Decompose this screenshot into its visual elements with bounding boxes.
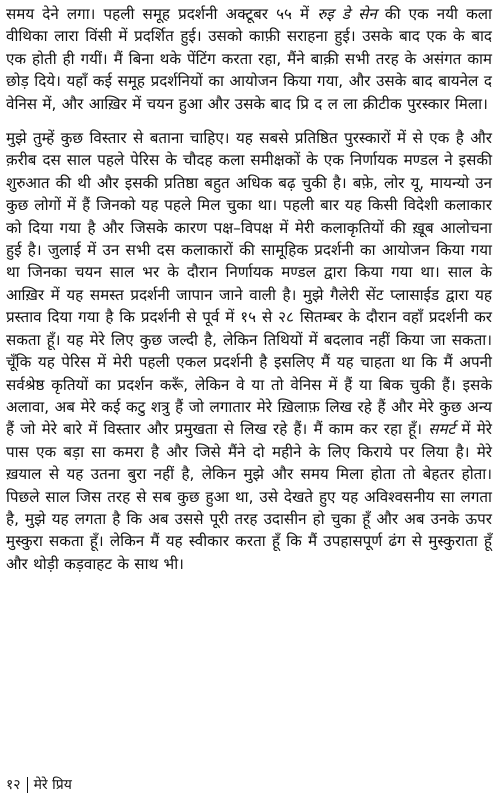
- italic-text: रुइ डे सेन: [317, 5, 377, 23]
- page-number: १२: [6, 777, 21, 793]
- body-text: समय देने लगा। पहली समूह प्रदर्शनी अक्टूबर ५५ में: [6, 5, 318, 23]
- body-text: की एक नयी कला वीथिका लारा विंसी में प्रदर्शित हुई। उसको काफ़ी सराहना हुई। उसके बाद एक के बाद एक होती ही गयीं। मैं बिना थके पेंटिंग करता रहा, मैंने बाक़ी सभी तरह के असंगत काम छोड़ दिये। यहाँ कई समूह प्रदर्शनियों का आयोजन किया गया, और उसके बाद बायनेल द वेनिस में, और आख़िर में चयन हुआ और उसके बाद प्रि द ल ला क्रीटीक पुरस्कार मिला।: [6, 5, 492, 113]
- running-title: मेरे प्रिय: [33, 777, 72, 793]
- paragraph-spacer: [6, 115, 492, 127]
- italic-text: समर्ट: [428, 420, 456, 439]
- body-text: में मेरे पास एक बड़ा सा कमरा है और जिसे मैंने दो महीने के लिए किराये पर लिया है। मेरे ख़याल से यह उतना बुरा नहीं है, लेकिन मुझे और समय मिला होता तो बेहतर होता। पिछले साल जिस तरह से सब कुछ हुआ था, उसे देखते हुए यह अविश्वसनीय सा लगता है, मुझे यह लगता है कि अब उससे पूरी तरह उदासीन हो चुका हूँ और अब उनके ऊपर मुस्कुरा सकता हूँ। लेकिन मैं यह स्वीकार करता हूँ कि मैं उपहासपूर्ण ढंग से मुस्कुराता हूँ और थोड़ी कड़वाहट के साथ भी।: [6, 420, 492, 573]
- page-footer: [6, 776, 72, 794]
- paragraph: [6, 127, 492, 575]
- paragraph: [6, 3, 492, 115]
- footer-divider: [27, 777, 28, 793]
- body-text: मुझे तुम्हें कुछ विस्तार से बताना चाहिए। यह सबसे प्रतिष्ठित पुरस्कारों में से एक है और क़रीब दस साल पहले पेरिस के चौदह कला समीक्षकों के एक निर्णायक मण्डल ने इसकी शुरुआत की थी और इसकी प्रतिष्ठा बहुत अधिक बढ़ चुकी है। बफ़े, लोर यू, मायन्यो उन कुछ लोगों में हैं जिनको यह पहले मिल चुका था। पहली बार यह किसी विदेशी कलाकार को दिया गया है और जिसके कारण पक्ष–विपक्ष में मेरी कलाकृतियों की ख़ूब आलोचना हुई है। जुलाई में उन सभी दस कलाकारों की सामूहिक प्रदर्शनी का आयोजन किया गया था जिनका चयन साल भर के दौरान निर्णायक मण्डल द्वारा किया गया था। साल के आख़िर में यह समस्त प्रदर्शनी जापान जाने वाली है। मुझे गैलेरी सेंट प्लासाईड द्वारा यह प्रस्ताव दिया गया है कि प्रदर्शनी से पूर्व में १५ से २८ सितम्बर के दौरान वहाँ प्रदर्शनी कर सकता हूँ। यह मेरे लिए कुछ जल्दी है, लेकिन तिथियों में बदलाव नहीं किया जा सकता। चूँकि यह पेरिस में मेरी पहली एकल प्रदर्शनी है इसलिए मैं यह चाहता था कि मैं अपनी सर्वश्रेष्ठ कृतियों का प्रदर्शन करूँ, लेकिन वे या तो वेनिस में हैं या बिक चुकी हैं। इसके अलावा, अब मेरे कई कटु शत्रु हैं जो लगातार मेरे ख़िलाफ़ लिख रहे हैं और मेरे कुछ अन्य हैं जो मेरे बारे में विस्तार और प्रमुखता से लिख रहे हैं। मैं काम कर रहा हूँ।: [6, 129, 492, 439]
